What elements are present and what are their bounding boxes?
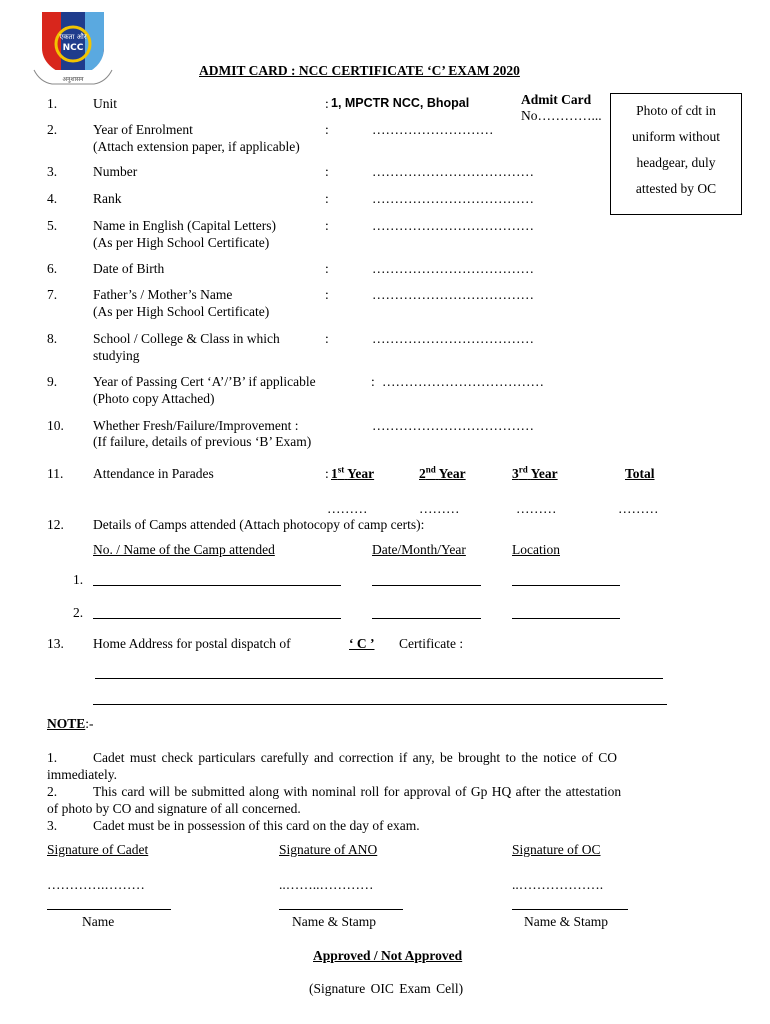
field-label-rank: Rank: [93, 191, 122, 206]
photo-box-line: Photo of cdt in: [636, 103, 716, 118]
field-sublabel: (Attach extension paper, if applicable): [93, 139, 300, 154]
signature-cadet-caption: Name: [82, 914, 115, 929]
signature-oc-dots[interactable]: ..……………….: [512, 877, 604, 892]
ncc-logo: [30, 8, 116, 88]
page-title: ADMIT CARD : NCC CERTIFICATE ‘C’ EXAM 2020: [199, 63, 520, 78]
camps-col-location-header: Location: [512, 542, 560, 557]
attendance-year-2-header: 2nd Year: [419, 464, 466, 481]
field-sublabel: studying: [93, 348, 140, 363]
note-item-number: 3.: [47, 818, 58, 833]
approval-signature-label: (Signature OIC Exam Cell): [309, 981, 464, 996]
field-colon: :: [325, 331, 329, 346]
field-number: 11.: [47, 466, 64, 481]
camps-label: Details of Camps attended (Attach photocopy of camp certs):: [93, 517, 425, 532]
signature-oc-title: Signature of OC: [512, 842, 601, 857]
camp-row-1-name-line[interactable]: [93, 585, 341, 586]
attendance-total-header: Total: [625, 466, 655, 481]
field-colon: :: [325, 96, 329, 111]
field-number: 12.: [47, 517, 64, 532]
field-value-school[interactable]: ………………………………: [372, 331, 534, 346]
field-value-parent-name[interactable]: ………………………………: [372, 287, 534, 302]
camps-col-name-header: No. / Name of the Camp attended: [93, 542, 275, 557]
field-label-passing-cert: Year of Passing Cert ‘A’/’B’ if applicable: [93, 374, 316, 389]
note-item-3-text: Cadet must be in possession of this card on the day of exam.: [93, 818, 420, 833]
admit-card-label: Admit Card: [521, 92, 592, 107]
field-colon: :: [371, 374, 375, 389]
signature-cadet-title: Signature of Cadet: [47, 842, 149, 857]
camp-row-2-date-line[interactable]: [372, 618, 481, 619]
address-line-1[interactable]: [95, 678, 663, 679]
photo-box-line: attested by OC: [635, 181, 717, 196]
field-colon: :: [325, 261, 329, 276]
field-colon: :: [325, 191, 329, 206]
signature-oc-caption: Name & Stamp: [524, 914, 608, 929]
signature-ano-title: Signature of ANO: [279, 842, 378, 857]
note-item-1-cont: immediately.: [47, 767, 117, 782]
field-number: 3.: [47, 164, 58, 179]
attendance-year-1-value[interactable]: ………: [327, 501, 368, 516]
field-number: 2.: [47, 122, 58, 137]
address-label-tail: Certificate :: [399, 636, 464, 651]
field-label-school: School / College & Class in which: [93, 331, 280, 346]
signature-oc-name-line[interactable]: [512, 909, 628, 910]
camp-row-2-location-line[interactable]: [512, 618, 620, 619]
field-number: 1.: [47, 96, 58, 111]
approval-heading: Approved / Not Approved: [313, 948, 463, 963]
field-number: 13.: [47, 636, 64, 651]
note-item-1-text: Cadet must check particulars carefully and correction if any, be brought to the notice of CO: [93, 750, 617, 765]
note-item-number: 2.: [47, 784, 58, 799]
field-label-name: Name in English (Capital Letters): [93, 218, 276, 233]
signature-ano-name-line[interactable]: [279, 909, 403, 910]
field-value-passing-cert[interactable]: ………………………………: [382, 374, 544, 389]
photo-box-line: headgear, duly: [636, 155, 716, 170]
field-label-status: Whether Fresh/Failure/Improvement :: [93, 418, 299, 433]
field-value-unit: 1, MPCTR NCC, Bhopal: [331, 96, 470, 110]
note-heading: NOTE:-: [47, 716, 94, 731]
field-label-unit: Unit: [93, 96, 118, 111]
photo-box: [610, 93, 742, 215]
field-number: 7.: [47, 287, 58, 302]
attendance-year-3-value[interactable]: ………: [516, 501, 557, 516]
attendance-year-3-header: 3rd Year: [512, 464, 558, 481]
signature-cadet-dots[interactable]: ………….………: [47, 877, 145, 892]
field-colon: :: [325, 122, 329, 137]
field-number: 4.: [47, 191, 58, 206]
field-label-number: Number: [93, 164, 138, 179]
field-colon: :: [325, 218, 329, 233]
signature-cadet-name-line[interactable]: [47, 909, 171, 910]
address-cert-c: ‘ C ’: [349, 636, 375, 651]
address-line-2[interactable]: [93, 704, 667, 705]
logo-text-ncc: NCC: [62, 43, 84, 53]
field-value-enrolment[interactable]: ………………………: [372, 122, 494, 137]
field-number: 9.: [47, 374, 58, 389]
field-sublabel: (As per High School Certificate): [93, 235, 270, 250]
field-value-status[interactable]: ………………………………: [372, 418, 534, 433]
attendance-label: Attendance in Parades: [93, 466, 214, 481]
camp-row-1-location-line[interactable]: [512, 585, 620, 586]
field-number: 6.: [47, 261, 58, 276]
field-colon: :: [325, 287, 329, 302]
photo-box-line: uniform without: [631, 129, 721, 144]
camps-col-date-header: Date/Month/Year: [372, 542, 466, 557]
field-number: 8.: [47, 331, 58, 346]
attendance-colon: :: [325, 466, 329, 481]
field-colon: :: [325, 164, 329, 179]
field-sublabel: (Photo copy Attached): [93, 391, 215, 406]
field-number: 10.: [47, 418, 64, 433]
note-item-number: 1.: [47, 750, 58, 765]
camp-row-2-name-line[interactable]: [93, 618, 341, 619]
logo-motto: अनुशासन: [62, 76, 84, 83]
field-value-name[interactable]: ………………………………: [372, 218, 534, 233]
field-label-dob: Date of Birth: [93, 261, 165, 276]
field-sublabel: (As per High School Certificate): [93, 304, 270, 319]
signature-ano-dots[interactable]: ..……..…………: [279, 877, 374, 892]
attendance-total-value[interactable]: ………: [618, 501, 659, 516]
camp-row-number: 1.: [73, 572, 84, 587]
admit-card-number: No…………...: [521, 108, 602, 123]
note-item-2-text: This card will be submitted along with nominal roll for approval of Gp HQ after the attestation: [93, 784, 622, 799]
field-sublabel: (If failure, details of previous ‘B’ Exam): [93, 434, 312, 449]
field-number: 5.: [47, 218, 58, 233]
field-value-rank[interactable]: ………………………………: [372, 191, 534, 206]
field-label-parent-name: Father’s / Mother’s Name: [93, 287, 233, 302]
field-value-dob[interactable]: ………………………………: [372, 261, 534, 276]
attendance-year-2-value[interactable]: ………: [419, 501, 460, 516]
camp-row-1-date-line[interactable]: [372, 585, 481, 586]
field-value-number[interactable]: ………………………………: [372, 164, 534, 179]
signature-ano-caption: Name & Stamp: [292, 914, 376, 929]
address-label: Home Address for postal dispatch of: [93, 636, 291, 651]
camp-row-number: 2.: [73, 605, 84, 620]
note-item-2-cont: of photo by CO and signature of all concerned.: [47, 801, 301, 816]
field-label-enrolment: Year of Enrolment: [93, 122, 193, 137]
logo-text-top: एकता और: [59, 33, 87, 41]
attendance-year-1-header: 1st Year: [331, 464, 375, 481]
